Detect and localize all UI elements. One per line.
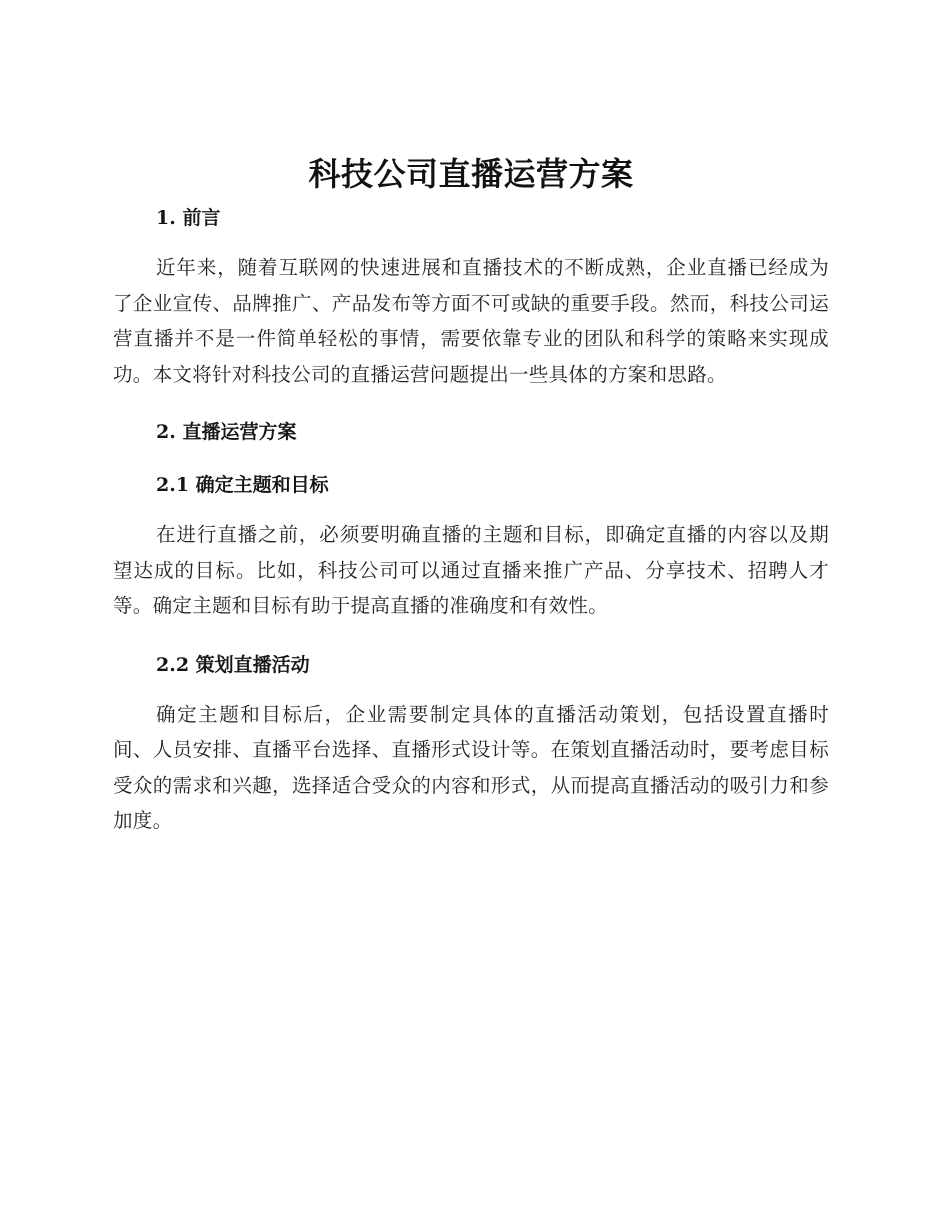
section-heading-operation-plan: 2. 直播运营方案 (156, 421, 297, 443)
subsection-heading-plan-activity: 2.2 策划直播活动 (156, 653, 310, 676)
document-title: 科技公司直播运营方案 (308, 155, 634, 193)
subsection-heading-theme-goals: 2.1 确定主题和目标 (156, 474, 329, 496)
paragraph-theme-goals: 在进行直播之前，必须要明确直播的主题和目标，即确定直播的内容以及期望达成的目标。比如，科技公司可以通过直播来推广产品、分享技术、招聘人才等。确定主题和目标有助于提高直播的准确度和有效性。 (113, 523, 829, 617)
document-body (113, 148, 829, 839)
paragraph-preface: 近年来，随着互联网的快速进展和直播技术的不断成熟，企业直播已经成为了企业宣传、品牌推广、产品发布等方面不可或缺的重要手段。然而，科技公司运营直播并不是一件简单轻松的事情，需要依靠专业的团队和科学的策略来实现成功。本文将针对科技公司的直播运营问题提出一些具体的方案和思路。 (113, 256, 829, 386)
section-heading-preface: 1. 前言 (156, 207, 221, 229)
paragraph-plan-activity: 确定主题和目标后，企业需要制定具体的直播活动策划，包括设置直播时间、人员安排、直播平台选择、直播形式设计等。在策划直播活动时，要考虑目标受众的需求和兴趣，选择适合受众的内容和形式，从而提高直播活动的吸引力和参加度。 (113, 702, 829, 832)
